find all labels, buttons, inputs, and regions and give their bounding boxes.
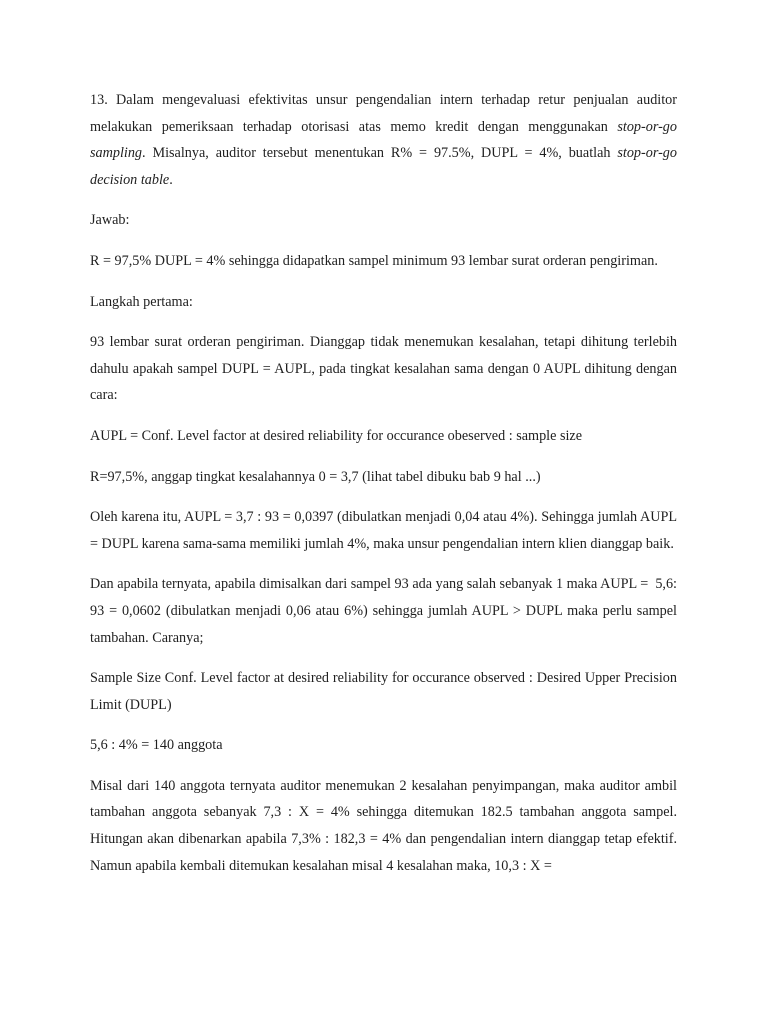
answer-label: Jawab: <box>90 212 130 229</box>
step-one-heading: Langkah pertama: <box>90 293 193 310</box>
term-decision-table: stop-or-go decision table <box>90 145 677 188</box>
paragraph-dan-apabila-part-2: 5,6: 93 = 0,0602 (dibulatkan menjadi 0,06 atau 6%) sehingga jumlah AUPL > DUPL maka perlu sampel tambahan. Caranya; <box>90 576 677 646</box>
paragraph-misal: Misal dari 140 anggota ternyata auditor menemukan 2 kesalahan penyimpangan, maka auditor ambil tambahan anggota sebanyak 7,3 : X = 4% sehingga ditemukan 182.5 tambahan anggota sampel. Hitungan akan dibenarkan apabila 7,3% : 182,3 = 4% dan pengendalian intern dianggap tetap efektif. Namun apabila kembali ditemukan kesalahan misal 4 kesalahan maka, 10,3 : X = <box>90 777 677 874</box>
paragraph-r-dupl: R = 97,5% DUPL = 4% sehingga didapatkan sampel minimum 93 lembar surat orderan pengiriman. <box>90 252 658 269</box>
document-page <box>90 87 677 879</box>
formula-aupl: AUPL = Conf. Level factor at desired reliability for occurance obeserved : sample size <box>90 427 583 444</box>
paragraph-oleh-karena-itu: Oleh karena itu, AUPL = 3,7 : 93 = 0,0397 (dibulatkan menjadi 0,04 atau 4%). Sehingga jumlah AUPL = DUPL karena sama-sama memiliki jumlah 4%, maka unsur pengendalian intern klien dianggap baik. <box>90 509 677 552</box>
paragraph-dan-apabila <box>90 571 677 651</box>
paragraph-sample-size: Sample Size Conf. Level factor at desired reliability for occurance observed : Desired Upper Precision Limit (DUPL) <box>90 670 677 713</box>
term-stop-or-go-sampling: stop-or-go sampling <box>90 118 677 162</box>
paragraph-dan-apabila-part-1: Dan apabila ternyata, apabila dimisalkan dari sampel 93 ada yang salah sebanyak 1 maka AUPL = <box>90 576 649 593</box>
question-paragraph <box>90 87 677 193</box>
paragraph-r-97-5: R=97,5%, anggap tingkat kesalahannya 0 = 3,7 (lihat tabel dibuku bab 9 hal ...) <box>90 468 541 485</box>
question-intro-text: 13. Dalam mengevaluasi efektivitas unsur pengendalian intern terhadap retur penjualan auditor melakukan pemeriksaan terhadap otorisasi atas memo kredit dengan menggunakan <box>90 92 677 135</box>
question-end-text: . <box>169 171 173 188</box>
question-middle-text: . Misalnya, auditor tersebut menentukan R% = 97.5%, DUPL = 4%, buatlah <box>142 145 618 162</box>
paragraph-calculation: 5,6 : 4% = 140 anggota <box>90 737 223 754</box>
paragraph-93-lembar: 93 lembar surat orderan pengiriman. Dianggap tidak menemukan kesalahan, tetapi dihitung terlebih dahulu apakah sampel DUPL = AUPL, pada tingkat kesalahan sama dengan 0 AUPL dihitung dengan cara: <box>90 334 677 404</box>
